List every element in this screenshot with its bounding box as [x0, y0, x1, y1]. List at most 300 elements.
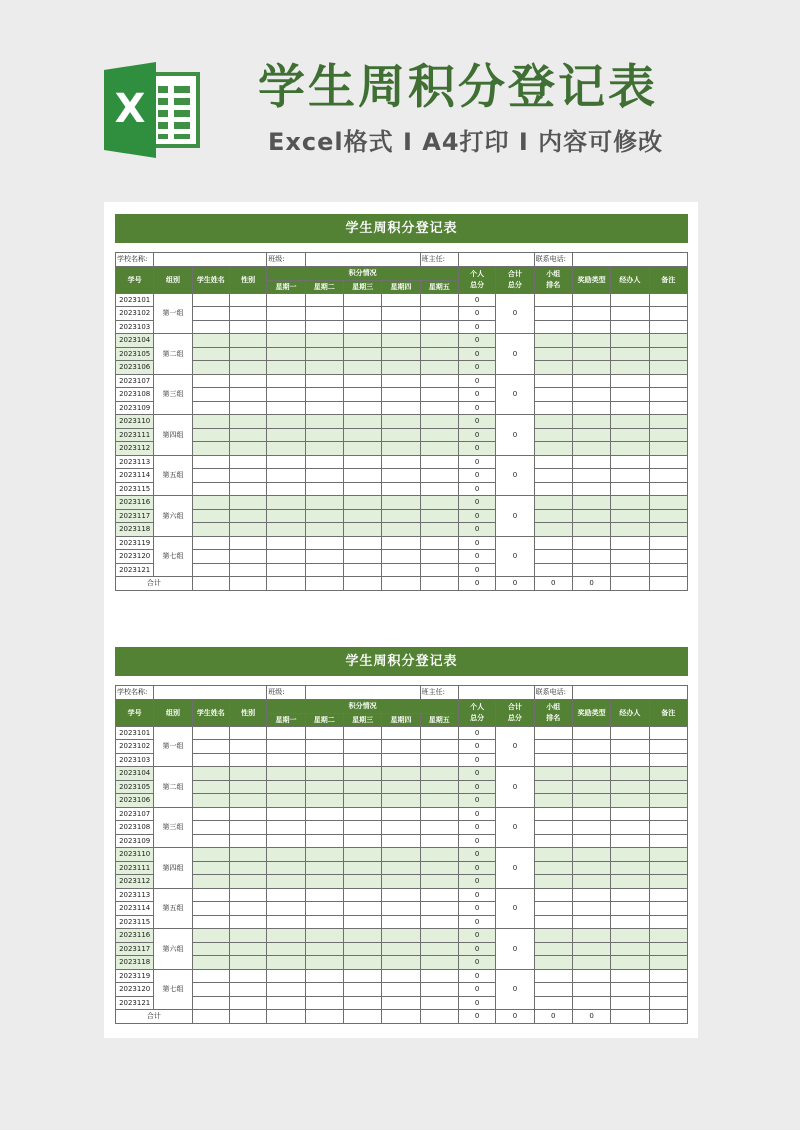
day-score-cell[interactable] [343, 509, 381, 523]
reward-cell[interactable] [572, 861, 610, 875]
note-cell[interactable] [649, 861, 687, 875]
day-score-cell[interactable] [305, 834, 343, 848]
gender-cell[interactable] [229, 794, 266, 808]
handler-cell[interactable] [611, 726, 649, 740]
gender-cell[interactable] [229, 361, 266, 375]
note-cell[interactable] [649, 780, 687, 794]
reward-cell[interactable] [572, 415, 610, 429]
day-score-cell[interactable] [267, 388, 305, 402]
rank-cell[interactable] [534, 888, 572, 902]
day-score-cell[interactable] [382, 861, 420, 875]
rank-cell[interactable] [534, 388, 572, 402]
day-score-cell[interactable] [267, 442, 305, 456]
gender-cell[interactable] [229, 307, 266, 321]
day-score-cell[interactable] [305, 929, 343, 943]
day-score-cell[interactable] [305, 956, 343, 970]
gender-cell[interactable] [229, 563, 266, 577]
student-name-cell[interactable] [192, 469, 229, 483]
reward-cell[interactable] [572, 888, 610, 902]
gender-cell[interactable] [229, 496, 266, 510]
handler-cell[interactable] [611, 848, 649, 862]
student-name-cell[interactable] [192, 509, 229, 523]
reward-cell[interactable] [572, 320, 610, 334]
rank-cell[interactable] [534, 753, 572, 767]
note-cell[interactable] [649, 496, 687, 510]
day-score-cell[interactable] [420, 983, 458, 997]
gender-cell[interactable] [229, 861, 266, 875]
day-score-cell[interactable] [420, 482, 458, 496]
reward-cell[interactable] [572, 523, 610, 537]
day-score-cell[interactable] [343, 996, 381, 1010]
note-cell[interactable] [649, 347, 687, 361]
note-cell[interactable] [649, 536, 687, 550]
day-score-cell[interactable] [382, 753, 420, 767]
day-score-cell[interactable] [343, 361, 381, 375]
student-name-cell[interactable] [192, 536, 229, 550]
rank-cell[interactable] [534, 347, 572, 361]
gender-cell[interactable] [229, 915, 266, 929]
handler-cell[interactable] [611, 388, 649, 402]
day-score-cell[interactable] [382, 834, 420, 848]
rank-cell[interactable] [534, 929, 572, 943]
day-score-cell[interactable] [382, 482, 420, 496]
note-cell[interactable] [649, 361, 687, 375]
day-score-cell[interactable] [267, 550, 305, 564]
student-name-cell[interactable] [192, 861, 229, 875]
handler-cell[interactable] [611, 442, 649, 456]
note-cell[interactable] [649, 320, 687, 334]
day-score-cell[interactable] [343, 469, 381, 483]
day-score-cell[interactable] [267, 780, 305, 794]
day-score-cell[interactable] [267, 320, 305, 334]
handler-cell[interactable] [611, 469, 649, 483]
student-name-cell[interactable] [192, 455, 229, 469]
handler-cell[interactable] [611, 523, 649, 537]
day-score-cell[interactable] [382, 996, 420, 1010]
student-name-cell[interactable] [192, 821, 229, 835]
day-score-cell[interactable] [305, 455, 343, 469]
handler-cell[interactable] [611, 509, 649, 523]
day-score-cell[interactable] [305, 821, 343, 835]
gender-cell[interactable] [229, 807, 266, 821]
day-score-cell[interactable] [305, 983, 343, 997]
rank-cell[interactable] [534, 726, 572, 740]
gender-cell[interactable] [229, 482, 266, 496]
teacher-field[interactable] [458, 253, 534, 267]
student-name-cell[interactable] [192, 523, 229, 537]
rank-cell[interactable] [534, 307, 572, 321]
day-score-cell[interactable] [343, 482, 381, 496]
gender-cell[interactable] [229, 888, 266, 902]
reward-cell[interactable] [572, 942, 610, 956]
day-score-cell[interactable] [420, 848, 458, 862]
phone-field[interactable] [572, 686, 687, 700]
handler-cell[interactable] [611, 428, 649, 442]
handler-cell[interactable] [611, 969, 649, 983]
day-score-cell[interactable] [267, 969, 305, 983]
day-score-cell[interactable] [420, 523, 458, 537]
gender-cell[interactable] [229, 767, 266, 781]
reward-cell[interactable] [572, 509, 610, 523]
student-name-cell[interactable] [192, 983, 229, 997]
day-score-cell[interactable] [420, 753, 458, 767]
day-score-cell[interactable] [420, 469, 458, 483]
handler-cell[interactable] [611, 401, 649, 415]
rank-cell[interactable] [534, 334, 572, 348]
day-score-cell[interactable] [305, 942, 343, 956]
day-score-cell[interactable] [267, 563, 305, 577]
student-name-cell[interactable] [192, 361, 229, 375]
day-score-cell[interactable] [267, 293, 305, 307]
reward-cell[interactable] [572, 956, 610, 970]
day-score-cell[interactable] [305, 726, 343, 740]
day-score-cell[interactable] [382, 740, 420, 754]
rank-cell[interactable] [534, 834, 572, 848]
day-score-cell[interactable] [420, 821, 458, 835]
gender-cell[interactable] [229, 726, 266, 740]
reward-cell[interactable] [572, 767, 610, 781]
handler-cell[interactable] [611, 767, 649, 781]
handler-cell[interactable] [611, 550, 649, 564]
day-score-cell[interactable] [343, 983, 381, 997]
day-score-cell[interactable] [382, 983, 420, 997]
day-score-cell[interactable] [420, 428, 458, 442]
day-score-cell[interactable] [343, 320, 381, 334]
day-score-cell[interactable] [305, 320, 343, 334]
rank-cell[interactable] [534, 956, 572, 970]
day-score-cell[interactable] [267, 848, 305, 862]
reward-cell[interactable] [572, 915, 610, 929]
gender-cell[interactable] [229, 902, 266, 916]
day-score-cell[interactable] [382, 915, 420, 929]
student-name-cell[interactable] [192, 307, 229, 321]
handler-cell[interactable] [611, 996, 649, 1010]
note-cell[interactable] [649, 969, 687, 983]
day-score-cell[interactable] [420, 361, 458, 375]
note-cell[interactable] [649, 550, 687, 564]
reward-cell[interactable] [572, 996, 610, 1010]
student-name-cell[interactable] [192, 875, 229, 889]
handler-cell[interactable] [611, 482, 649, 496]
handler-cell[interactable] [611, 983, 649, 997]
day-score-cell[interactable] [382, 442, 420, 456]
reward-cell[interactable] [572, 455, 610, 469]
note-cell[interactable] [649, 482, 687, 496]
student-name-cell[interactable] [192, 428, 229, 442]
student-name-cell[interactable] [192, 848, 229, 862]
handler-cell[interactable] [611, 915, 649, 929]
day-score-cell[interactable] [343, 307, 381, 321]
day-score-cell[interactable] [267, 915, 305, 929]
day-score-cell[interactable] [382, 347, 420, 361]
day-score-cell[interactable] [305, 875, 343, 889]
gender-cell[interactable] [229, 374, 266, 388]
reward-cell[interactable] [572, 780, 610, 794]
note-cell[interactable] [649, 915, 687, 929]
note-cell[interactable] [649, 442, 687, 456]
day-score-cell[interactable] [305, 996, 343, 1010]
day-score-cell[interactable] [382, 334, 420, 348]
reward-cell[interactable] [572, 875, 610, 889]
reward-cell[interactable] [572, 563, 610, 577]
day-score-cell[interactable] [420, 996, 458, 1010]
reward-cell[interactable] [572, 307, 610, 321]
day-score-cell[interactable] [267, 374, 305, 388]
note-cell[interactable] [649, 334, 687, 348]
day-score-cell[interactable] [382, 563, 420, 577]
gender-cell[interactable] [229, 388, 266, 402]
day-score-cell[interactable] [420, 942, 458, 956]
day-score-cell[interactable] [420, 794, 458, 808]
note-cell[interactable] [649, 834, 687, 848]
day-score-cell[interactable] [343, 496, 381, 510]
reward-cell[interactable] [572, 821, 610, 835]
day-score-cell[interactable] [382, 929, 420, 943]
day-score-cell[interactable] [267, 983, 305, 997]
student-name-cell[interactable] [192, 888, 229, 902]
day-score-cell[interactable] [343, 563, 381, 577]
day-score-cell[interactable] [305, 401, 343, 415]
day-score-cell[interactable] [305, 482, 343, 496]
day-score-cell[interactable] [267, 307, 305, 321]
handler-cell[interactable] [611, 374, 649, 388]
gender-cell[interactable] [229, 834, 266, 848]
reward-cell[interactable] [572, 428, 610, 442]
note-cell[interactable] [649, 848, 687, 862]
day-score-cell[interactable] [343, 550, 381, 564]
rank-cell[interactable] [534, 320, 572, 334]
handler-cell[interactable] [611, 753, 649, 767]
gender-cell[interactable] [229, 821, 266, 835]
day-score-cell[interactable] [305, 415, 343, 429]
rank-cell[interactable] [534, 780, 572, 794]
day-score-cell[interactable] [305, 888, 343, 902]
student-name-cell[interactable] [192, 496, 229, 510]
school-field[interactable] [154, 686, 267, 700]
day-score-cell[interactable] [305, 550, 343, 564]
day-score-cell[interactable] [420, 915, 458, 929]
day-score-cell[interactable] [382, 496, 420, 510]
day-score-cell[interactable] [267, 902, 305, 916]
day-score-cell[interactable] [305, 563, 343, 577]
gender-cell[interactable] [229, 996, 266, 1010]
note-cell[interactable] [649, 821, 687, 835]
day-score-cell[interactable] [267, 996, 305, 1010]
day-score-cell[interactable] [267, 334, 305, 348]
day-score-cell[interactable] [267, 415, 305, 429]
day-score-cell[interactable] [343, 969, 381, 983]
day-score-cell[interactable] [343, 293, 381, 307]
day-score-cell[interactable] [382, 415, 420, 429]
gender-cell[interactable] [229, 780, 266, 794]
day-score-cell[interactable] [305, 740, 343, 754]
day-score-cell[interactable] [305, 767, 343, 781]
day-score-cell[interactable] [382, 523, 420, 537]
gender-cell[interactable] [229, 969, 266, 983]
day-score-cell[interactable] [343, 942, 381, 956]
day-score-cell[interactable] [343, 753, 381, 767]
rank-cell[interactable] [534, 428, 572, 442]
day-score-cell[interactable] [420, 875, 458, 889]
class-field[interactable] [305, 686, 420, 700]
student-name-cell[interactable] [192, 807, 229, 821]
note-cell[interactable] [649, 726, 687, 740]
day-score-cell[interactable] [267, 861, 305, 875]
student-name-cell[interactable] [192, 753, 229, 767]
handler-cell[interactable] [611, 293, 649, 307]
reward-cell[interactable] [572, 902, 610, 916]
reward-cell[interactable] [572, 293, 610, 307]
day-score-cell[interactable] [382, 780, 420, 794]
note-cell[interactable] [649, 929, 687, 943]
rank-cell[interactable] [534, 415, 572, 429]
day-score-cell[interactable] [267, 821, 305, 835]
handler-cell[interactable] [611, 415, 649, 429]
note-cell[interactable] [649, 428, 687, 442]
gender-cell[interactable] [229, 455, 266, 469]
reward-cell[interactable] [572, 388, 610, 402]
day-score-cell[interactable] [420, 888, 458, 902]
rank-cell[interactable] [534, 455, 572, 469]
day-score-cell[interactable] [382, 361, 420, 375]
day-score-cell[interactable] [305, 902, 343, 916]
rank-cell[interactable] [534, 293, 572, 307]
rank-cell[interactable] [534, 509, 572, 523]
rank-cell[interactable] [534, 983, 572, 997]
student-name-cell[interactable] [192, 293, 229, 307]
student-name-cell[interactable] [192, 794, 229, 808]
day-score-cell[interactable] [267, 455, 305, 469]
day-score-cell[interactable] [343, 334, 381, 348]
day-score-cell[interactable] [305, 848, 343, 862]
day-score-cell[interactable] [382, 942, 420, 956]
gender-cell[interactable] [229, 320, 266, 334]
handler-cell[interactable] [611, 320, 649, 334]
rank-cell[interactable] [534, 915, 572, 929]
day-score-cell[interactable] [305, 915, 343, 929]
day-score-cell[interactable] [420, 388, 458, 402]
note-cell[interactable] [649, 523, 687, 537]
day-score-cell[interactable] [382, 794, 420, 808]
day-score-cell[interactable] [382, 956, 420, 970]
handler-cell[interactable] [611, 496, 649, 510]
day-score-cell[interactable] [420, 307, 458, 321]
day-score-cell[interactable] [343, 902, 381, 916]
gender-cell[interactable] [229, 942, 266, 956]
note-cell[interactable] [649, 983, 687, 997]
note-cell[interactable] [649, 401, 687, 415]
reward-cell[interactable] [572, 374, 610, 388]
reward-cell[interactable] [572, 469, 610, 483]
day-score-cell[interactable] [420, 536, 458, 550]
gender-cell[interactable] [229, 293, 266, 307]
day-score-cell[interactable] [382, 509, 420, 523]
rank-cell[interactable] [534, 442, 572, 456]
day-score-cell[interactable] [343, 848, 381, 862]
day-score-cell[interactable] [305, 361, 343, 375]
day-score-cell[interactable] [343, 415, 381, 429]
gender-cell[interactable] [229, 523, 266, 537]
day-score-cell[interactable] [305, 807, 343, 821]
reward-cell[interactable] [572, 442, 610, 456]
day-score-cell[interactable] [267, 753, 305, 767]
rank-cell[interactable] [534, 807, 572, 821]
student-name-cell[interactable] [192, 929, 229, 943]
day-score-cell[interactable] [267, 942, 305, 956]
rank-cell[interactable] [534, 996, 572, 1010]
day-score-cell[interactable] [305, 374, 343, 388]
day-score-cell[interactable] [305, 469, 343, 483]
handler-cell[interactable] [611, 929, 649, 943]
day-score-cell[interactable] [420, 347, 458, 361]
day-score-cell[interactable] [305, 861, 343, 875]
note-cell[interactable] [649, 388, 687, 402]
day-score-cell[interactable] [305, 293, 343, 307]
reward-cell[interactable] [572, 834, 610, 848]
rank-cell[interactable] [534, 740, 572, 754]
day-score-cell[interactable] [420, 401, 458, 415]
day-score-cell[interactable] [420, 334, 458, 348]
gender-cell[interactable] [229, 753, 266, 767]
gender-cell[interactable] [229, 740, 266, 754]
day-score-cell[interactable] [420, 509, 458, 523]
note-cell[interactable] [649, 875, 687, 889]
day-score-cell[interactable] [305, 307, 343, 321]
student-name-cell[interactable] [192, 320, 229, 334]
day-score-cell[interactable] [420, 293, 458, 307]
rank-cell[interactable] [534, 821, 572, 835]
day-score-cell[interactable] [267, 875, 305, 889]
day-score-cell[interactable] [343, 347, 381, 361]
reward-cell[interactable] [572, 929, 610, 943]
student-name-cell[interactable] [192, 442, 229, 456]
note-cell[interactable] [649, 956, 687, 970]
day-score-cell[interactable] [420, 455, 458, 469]
handler-cell[interactable] [611, 780, 649, 794]
note-cell[interactable] [649, 902, 687, 916]
day-score-cell[interactable] [343, 726, 381, 740]
gender-cell[interactable] [229, 442, 266, 456]
note-cell[interactable] [649, 767, 687, 781]
day-score-cell[interactable] [343, 821, 381, 835]
day-score-cell[interactable] [267, 401, 305, 415]
student-name-cell[interactable] [192, 415, 229, 429]
student-name-cell[interactable] [192, 942, 229, 956]
handler-cell[interactable] [611, 347, 649, 361]
day-score-cell[interactable] [382, 401, 420, 415]
day-score-cell[interactable] [420, 969, 458, 983]
reward-cell[interactable] [572, 536, 610, 550]
day-score-cell[interactable] [305, 496, 343, 510]
gender-cell[interactable] [229, 347, 266, 361]
rank-cell[interactable] [534, 482, 572, 496]
handler-cell[interactable] [611, 794, 649, 808]
day-score-cell[interactable] [382, 969, 420, 983]
rank-cell[interactable] [534, 969, 572, 983]
school-field[interactable] [154, 253, 267, 267]
day-score-cell[interactable] [343, 875, 381, 889]
day-score-cell[interactable] [420, 374, 458, 388]
day-score-cell[interactable] [382, 807, 420, 821]
day-score-cell[interactable] [343, 794, 381, 808]
teacher-field[interactable] [458, 686, 534, 700]
day-score-cell[interactable] [343, 536, 381, 550]
day-score-cell[interactable] [267, 428, 305, 442]
day-score-cell[interactable] [343, 767, 381, 781]
reward-cell[interactable] [572, 347, 610, 361]
rank-cell[interactable] [534, 361, 572, 375]
student-name-cell[interactable] [192, 996, 229, 1010]
